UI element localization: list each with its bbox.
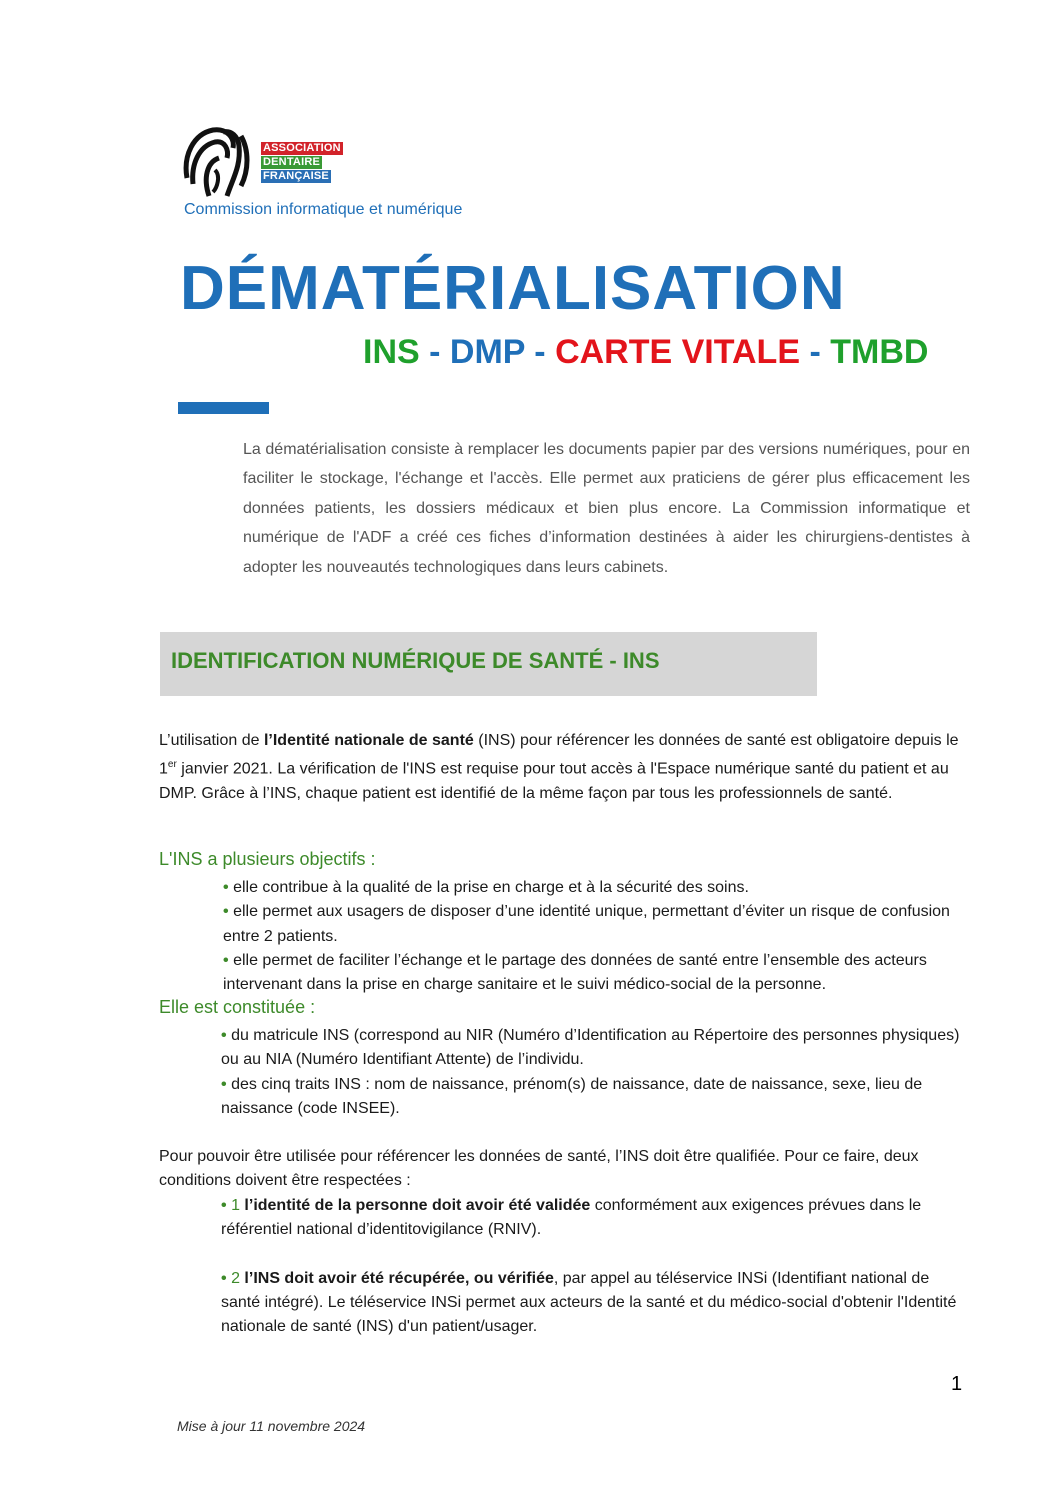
logo-text-association: ASSOCIATION xyxy=(263,142,341,154)
para-text: (INS) pour référencer les données de santé est obligatoire depuis le 1 xyxy=(159,732,959,778)
list-item-text: des cinq traits INS : nom de naissance, prénom(s) de naissance, date de naissance, sexe, lieu de naissance (code INSEE). xyxy=(221,1075,923,1117)
page-title: DÉMATÉRIALISATION xyxy=(180,254,846,323)
bullet-icon: • xyxy=(223,903,229,921)
condition-number: 2 xyxy=(231,1269,240,1287)
list-item xyxy=(223,900,968,949)
bullet-icon: • xyxy=(223,951,229,969)
objectives-list xyxy=(223,876,968,997)
subtitle-tmbd: TMBD xyxy=(830,333,929,371)
list-item xyxy=(223,876,968,900)
condition-bold-text: l’identité de la personne doit avoir été validée xyxy=(244,1197,591,1214)
bullet-icon: • xyxy=(221,1197,227,1214)
update-date: Mise à jour 11 novembre 2024 xyxy=(177,1418,366,1434)
bullet-icon: • xyxy=(221,1027,227,1044)
adf-logo-icon xyxy=(183,126,251,198)
condition-number: 1 xyxy=(231,1197,240,1214)
list-item-text: du matricule INS (correspond au NIR (Numéro d’Identification au Répertoire des personnes physiques) ou au NIA (Numéro Identifiant Attente) de l’individu. xyxy=(221,1027,960,1069)
bullet-icon: • xyxy=(221,1269,227,1287)
page-number: 1 xyxy=(951,1373,963,1395)
subtitle-carte-vitale: CARTE VITALE xyxy=(555,333,801,371)
list-item-text: elle permet de faciliter l’échange et le partage des données de santé entre l’ensemble des acteurs intervenant dans la prise en charge sanitaire et le suivi médico-social de la personne. xyxy=(223,951,927,994)
conditions-list xyxy=(221,1194,969,1340)
subtitle-ins: INS xyxy=(363,333,420,371)
condition-text: , par appel au téléservice INSi (Identifiant national de santé intégré). Le téléservice INSi permet aux acteurs de la santé et du médico-social d'obtenir l'Identité nationale de santé (INS) d'un patient/usager. xyxy=(221,1269,957,1336)
subtitle-dmp: DMP xyxy=(449,333,525,371)
para-text: janvier 2021. La vérification de l'INS est requise pour tout accès à l'Espace numérique santé du patient et au DMP. Grâce à l’INS, chaque patient est identifié de la même façon par tous les professionnels de santé. xyxy=(159,760,949,802)
superscript: er xyxy=(167,759,177,771)
constitution-heading: Elle est constituée : xyxy=(159,997,316,1017)
ins-intro-paragraph xyxy=(159,729,969,806)
bullet-icon: • xyxy=(221,1075,227,1093)
para-text: L’utilisation de xyxy=(159,732,264,749)
logo-text-dentaire: DENTAIRE xyxy=(263,156,321,168)
list-item-text: elle permet aux usagers de disposer d’une identité unique, permettant d’éviter un risque de confusion entre 2 patients. xyxy=(223,903,950,945)
qualification-paragraph: Pour pouvoir être utilisée pour référencer les données de santé, l’INS doit être qualifiée. Pour ce faire, deux conditions doivent être respectées : xyxy=(159,1148,919,1190)
condition-item xyxy=(221,1267,969,1340)
subtitle-sep: - xyxy=(800,333,831,371)
commission-label: Commission informatique et numérique xyxy=(184,201,463,218)
para-bold-text: l’Identité nationale de santé xyxy=(263,732,474,749)
accent-divider xyxy=(178,402,269,414)
intro-paragraph: La dématérialisation consiste à remplacer les documents papier par des versions numériques, pour en faciliter le stockage, l'échange et l'accès. Elle permet aux praticiens de gérer plus efficacement les données patients, les dossiers médicaux et bien plus encore. La Commission informatique et numérique de l'ADF a créé ces fiches d’information destinées à aider les chirurgiens-dentistes à adopter les nouveautés technologiques dans leurs cabinets. xyxy=(243,441,970,576)
condition-bold-text: l’INS doit avoir été récupérée, ou vérifiée xyxy=(244,1269,554,1287)
list-item xyxy=(221,1024,971,1073)
condition-text: conformément aux exigences prévues dans le référentiel national d’identitovigilance (RNIV). xyxy=(221,1197,922,1239)
objectives-heading: L'INS a plusieurs objectifs : xyxy=(159,849,376,869)
bullet-icon: • xyxy=(223,879,229,896)
list-item-text: elle contribue à la qualité de la prise en charge et à la sécurité des soins. xyxy=(233,879,749,896)
page-subtitle xyxy=(363,333,928,372)
subtitle-sep: - xyxy=(419,333,450,371)
subtitle-sep: - xyxy=(524,333,556,371)
list-item xyxy=(223,949,968,998)
logo-text-francaise: FRANÇAISE xyxy=(263,170,329,182)
list-item xyxy=(221,1073,971,1122)
condition-item xyxy=(221,1194,969,1243)
constitution-list xyxy=(221,1024,971,1121)
section-title: IDENTIFICATION NUMÉRIQUE DE SANTÉ - INS xyxy=(171,648,660,673)
